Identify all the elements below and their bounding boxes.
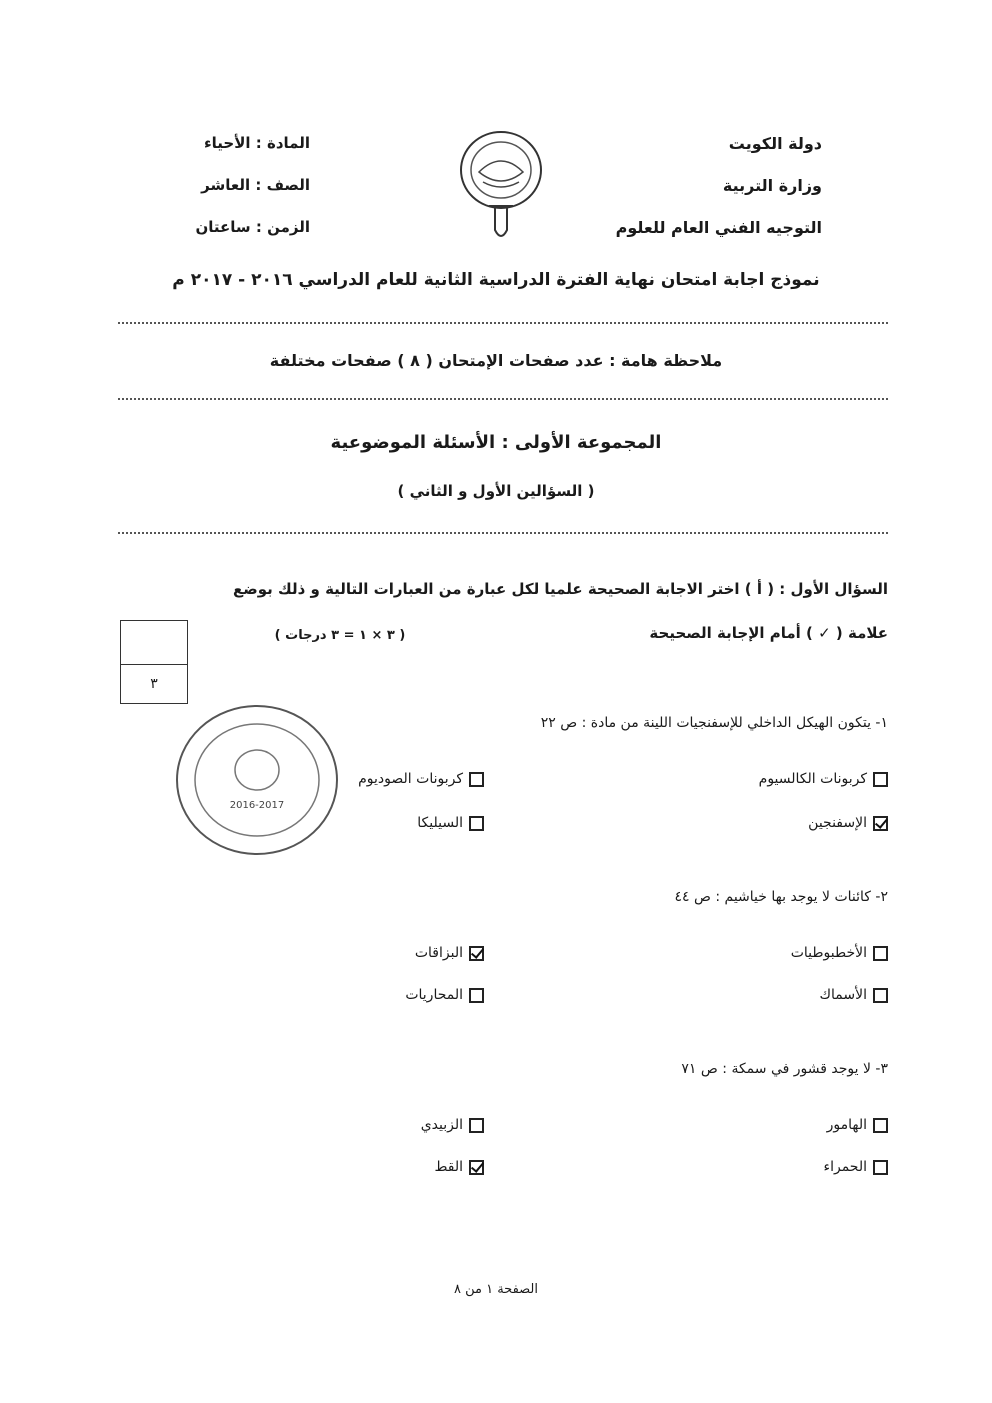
question-item-3: ٣- لا يوجد قشور في سمكة : ص ٧١ [681,1061,888,1077]
option-label: كربونات الصوديوم [358,771,463,787]
option-label: الحمراء [823,1159,867,1175]
checkbox[interactable] [873,988,888,1003]
important-note: ملاحظة هامة : عدد صفحات الإمتحان ( ٨ ) صفحات مختلفة [269,351,723,370]
option-label: الأخطبوطيات [790,945,867,961]
option-3-a[interactable] [827,1117,888,1133]
grade-label: الصف : العاشر [201,176,310,194]
divider [118,532,888,534]
option-label: الهامور [826,1117,867,1133]
option-3-b[interactable] [421,1117,484,1133]
ministry-name: وزارة التربية [722,176,822,195]
option-1-b[interactable] [358,771,484,787]
divider [118,398,888,400]
question-instruction-2: علامة ( ✓ ) أمام الإجابة الصحيحة [649,624,888,642]
checkbox[interactable] [469,1118,484,1133]
checkbox[interactable] [873,772,888,787]
question-instruction: السؤال الأول : ( أ ) اختر الاجابة الصحيحة علميا لكل عبارة من العبارات التالية و ذلك بوضع [233,580,888,598]
option-label: الأسماك [819,987,867,1003]
divider [118,322,888,324]
section-subtitle: ( السؤالين الأول و الثاني ) [397,482,595,500]
option-1-d[interactable] [417,815,484,831]
option-3-d[interactable] [434,1159,484,1175]
checkbox-checked[interactable] [469,1160,484,1175]
option-label: القط [434,1159,463,1175]
department-name: التوجيه الفني العام للعلوم [615,218,822,237]
option-2-b[interactable] [415,945,484,961]
official-seal [172,700,342,860]
checkbox-checked[interactable] [469,946,484,961]
option-label: كربونات الكالسيوم [758,771,867,787]
option-label: البزاقات [414,945,463,961]
seal-year: 2016-2017 [229,800,285,811]
kuwait-emblem-icon [455,120,547,245]
option-label: الزبيدي [420,1117,463,1133]
option-2-c[interactable] [819,987,888,1003]
time-label: الزمن : ساعتان [195,218,310,236]
option-label: السيليكا [417,815,463,831]
option-1-a[interactable] [759,771,888,787]
checkbox[interactable] [873,946,888,961]
section-title: المجموعة الأولى : الأسئلة الموضوعية [330,432,662,453]
option-2-a[interactable] [791,945,888,961]
subject-label: المادة : الأحياء [203,134,310,152]
score-box-total: ٣ [120,664,188,704]
marks-label: ( ٣ × ١ = ٣ درجات ) [274,628,406,643]
page-title: نموذج اجابة امتحان نهاية الفترة الدراسية الثانية للعام الدراسي ٢٠١٦ - ٢٠١٧ م [172,270,820,290]
question-item-2: ٢- كائنات لا يوجد بها خياشيم : ص ٤٤ [674,889,888,905]
checkbox[interactable] [469,988,484,1003]
checkbox[interactable] [469,816,484,831]
score-box-empty [120,620,188,665]
option-2-d[interactable] [405,987,484,1003]
option-label: المحاريات [405,987,463,1003]
checkbox[interactable] [873,1160,888,1175]
option-1-c[interactable] [808,815,888,831]
option-label: الإسفنجين [808,815,867,831]
state-name: دولة الكويت [728,134,822,153]
question-item-1: ١- يتكون الهيكل الداخلي للإسفنجيات اللينة من مادة : ص ٢٢ [540,715,888,731]
checkbox-checked[interactable] [873,816,888,831]
checkbox[interactable] [469,772,484,787]
checkbox[interactable] [873,1118,888,1133]
seal-icon [172,700,342,860]
option-3-c[interactable] [824,1159,888,1175]
page-number: الصفحة ١ من ٨ [453,1282,538,1297]
